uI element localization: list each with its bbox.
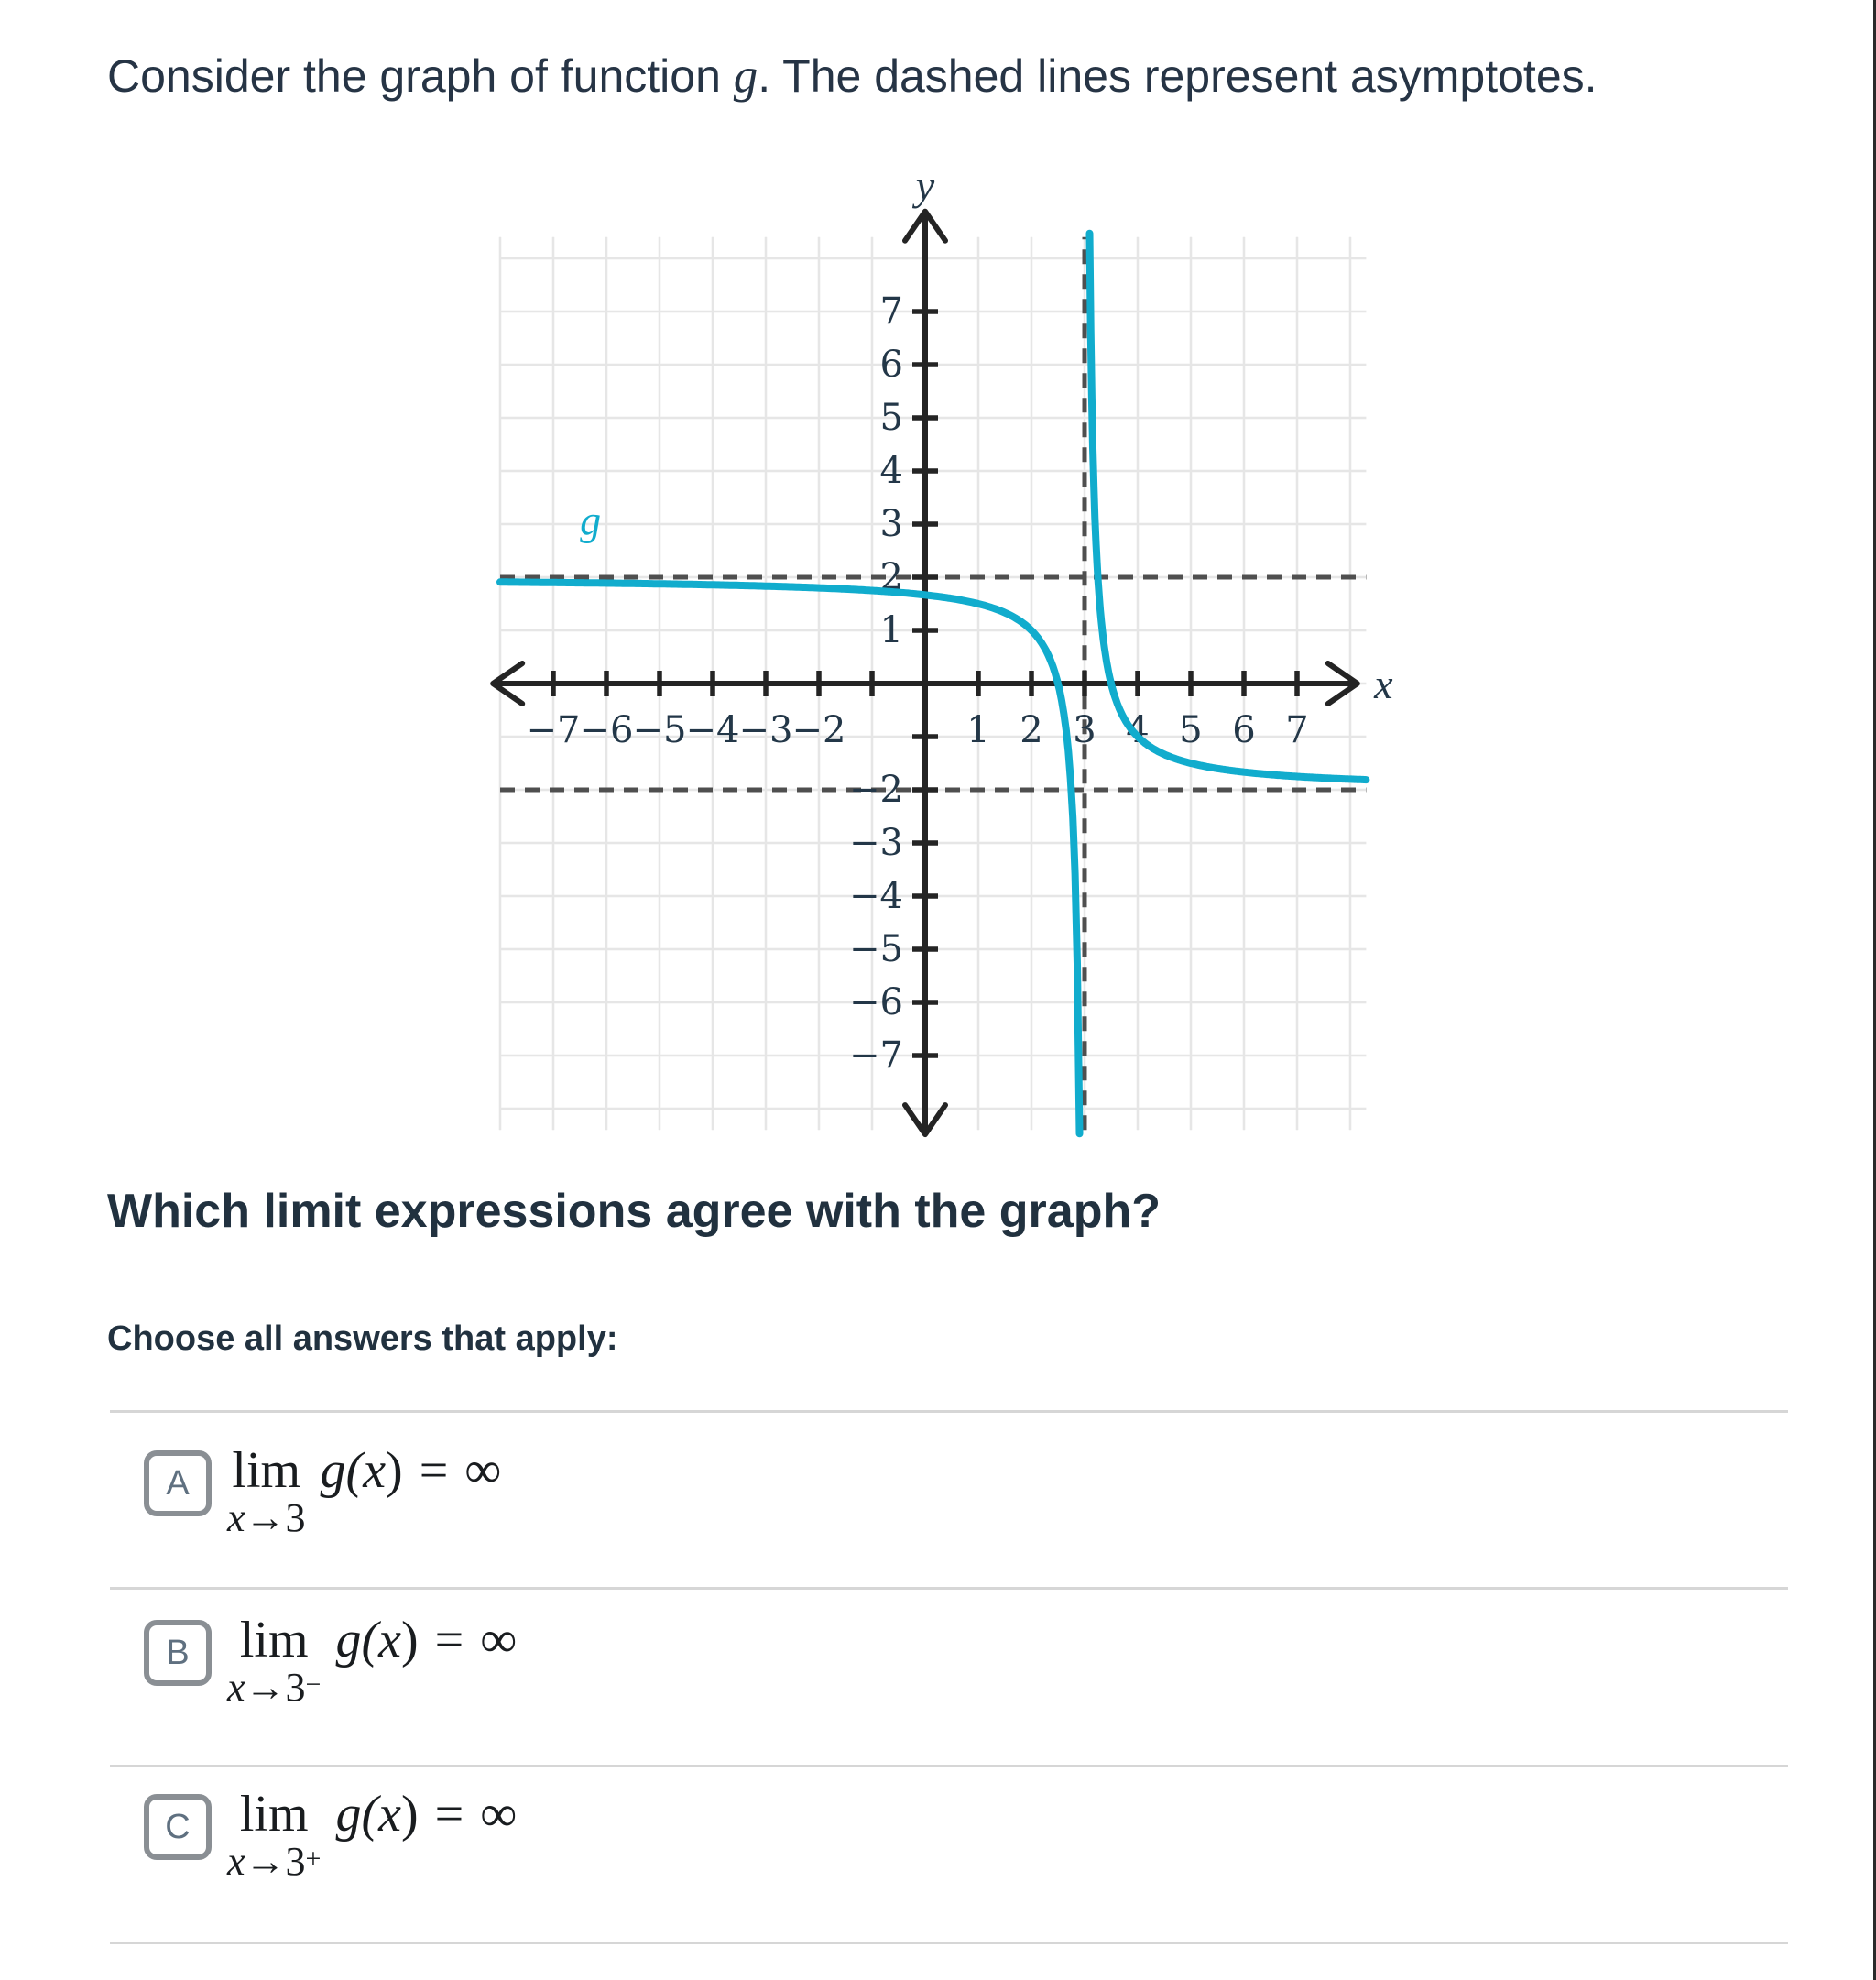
sub-variable: x bbox=[227, 1838, 245, 1884]
svg-text:x: x bbox=[1374, 661, 1393, 707]
fn-close: ) bbox=[386, 1442, 403, 1499]
sub-arrow-target: →3 bbox=[245, 1664, 306, 1710]
svg-text:5: 5 bbox=[879, 397, 903, 439]
svg-text:7: 7 bbox=[1285, 709, 1309, 751]
svg-text:−2: −2 bbox=[849, 769, 903, 811]
fn-variable: x bbox=[363, 1442, 387, 1499]
svg-text:6: 6 bbox=[879, 344, 903, 386]
lim-stack bbox=[227, 1787, 321, 1882]
svg-text:−7: −7 bbox=[526, 709, 581, 751]
fn-variable: x bbox=[378, 1612, 401, 1668]
svg-text:−6: −6 bbox=[849, 981, 903, 1023]
equals-sign: = bbox=[434, 1786, 464, 1843]
svg-text:−3: −3 bbox=[738, 709, 793, 751]
sub-arrow-target: →3 bbox=[245, 1494, 306, 1540]
limit-rhs bbox=[335, 1611, 517, 1669]
limit-expression-c bbox=[227, 1785, 517, 1882]
svg-text:7: 7 bbox=[879, 290, 903, 333]
checkbox-b[interactable] bbox=[144, 1620, 212, 1686]
sub-arrow-target: →3 bbox=[245, 1838, 306, 1884]
svg-text:−5: −5 bbox=[632, 709, 687, 751]
infinity-symbol: ∞ bbox=[464, 1442, 502, 1499]
answer-option-c[interactable] bbox=[144, 1785, 1783, 1931]
infinity-symbol: ∞ bbox=[480, 1786, 518, 1843]
fn-variable: x bbox=[378, 1786, 401, 1843]
checkbox-b-letter: B bbox=[166, 1633, 190, 1672]
svg-text:g: g bbox=[580, 497, 602, 544]
divider bbox=[110, 1410, 1788, 1413]
checkbox-c[interactable] bbox=[144, 1794, 212, 1860]
lim-operator: lim bbox=[239, 1612, 309, 1668]
function-graph bbox=[482, 128, 1416, 1191]
svg-text:−5: −5 bbox=[849, 928, 903, 970]
sub-variable: x bbox=[227, 1494, 245, 1540]
sub-sign: − bbox=[305, 1668, 322, 1700]
limit-rhs bbox=[335, 1785, 517, 1843]
divider bbox=[110, 1942, 1788, 1944]
fn-open: g( bbox=[320, 1442, 364, 1499]
checkbox-a[interactable] bbox=[144, 1450, 212, 1516]
svg-text:−3: −3 bbox=[849, 822, 903, 864]
svg-text:3: 3 bbox=[879, 503, 903, 545]
svg-text:1: 1 bbox=[879, 609, 903, 651]
svg-text:4: 4 bbox=[1126, 709, 1150, 751]
lim-subscript bbox=[227, 1838, 322, 1884]
svg-text:−7: −7 bbox=[849, 1034, 903, 1077]
lim-stack bbox=[227, 1443, 306, 1538]
limit-rhs bbox=[321, 1441, 502, 1500]
sub-variable: x bbox=[227, 1664, 245, 1710]
sub-sign: + bbox=[305, 1843, 322, 1874]
fn-open: g( bbox=[335, 1786, 379, 1843]
answer-option-b[interactable] bbox=[144, 1611, 1783, 1757]
lim-operator: lim bbox=[232, 1442, 301, 1499]
svg-text:2: 2 bbox=[1020, 709, 1043, 751]
equals-sign: = bbox=[434, 1612, 464, 1668]
svg-text:y: y bbox=[915, 162, 935, 209]
lim-stack bbox=[227, 1613, 321, 1708]
title-suffix: . The dashed lines represent asymptotes. bbox=[758, 50, 1598, 102]
title-prefix: Consider the graph of function bbox=[107, 50, 734, 102]
question-heading: Which limit expressions agree with the graph? bbox=[107, 1185, 1161, 1238]
svg-text:2: 2 bbox=[879, 556, 903, 598]
svg-text:4: 4 bbox=[879, 450, 903, 492]
limit-expression-a bbox=[227, 1441, 501, 1538]
svg-text:5: 5 bbox=[1179, 709, 1203, 751]
checkbox-c-letter: C bbox=[165, 1807, 191, 1846]
infinity-symbol: ∞ bbox=[480, 1612, 518, 1668]
lim-subscript bbox=[227, 1664, 322, 1710]
fn-close: ) bbox=[400, 1786, 419, 1843]
svg-text:3: 3 bbox=[1073, 709, 1096, 751]
svg-text:−6: −6 bbox=[579, 709, 634, 751]
fn-open: g( bbox=[335, 1612, 379, 1668]
limit-expression-b bbox=[227, 1611, 517, 1708]
lim-subscript bbox=[227, 1494, 306, 1540]
lim-operator: lim bbox=[239, 1786, 309, 1843]
svg-text:1: 1 bbox=[966, 709, 990, 751]
choose-all-instruction: Choose all answers that apply: bbox=[107, 1319, 618, 1358]
svg-text:−4: −4 bbox=[849, 875, 903, 917]
equals-sign: = bbox=[419, 1442, 449, 1499]
svg-text:6: 6 bbox=[1232, 709, 1256, 751]
answer-option-a[interactable] bbox=[144, 1441, 1783, 1588]
checkbox-a-letter: A bbox=[166, 1463, 190, 1503]
svg-text:−2: −2 bbox=[791, 709, 846, 751]
svg-text:−4: −4 bbox=[685, 709, 740, 751]
fn-close: ) bbox=[400, 1612, 419, 1668]
divider bbox=[110, 1765, 1788, 1767]
title-function-name: g bbox=[733, 49, 758, 103]
page-title bbox=[107, 46, 1598, 106]
